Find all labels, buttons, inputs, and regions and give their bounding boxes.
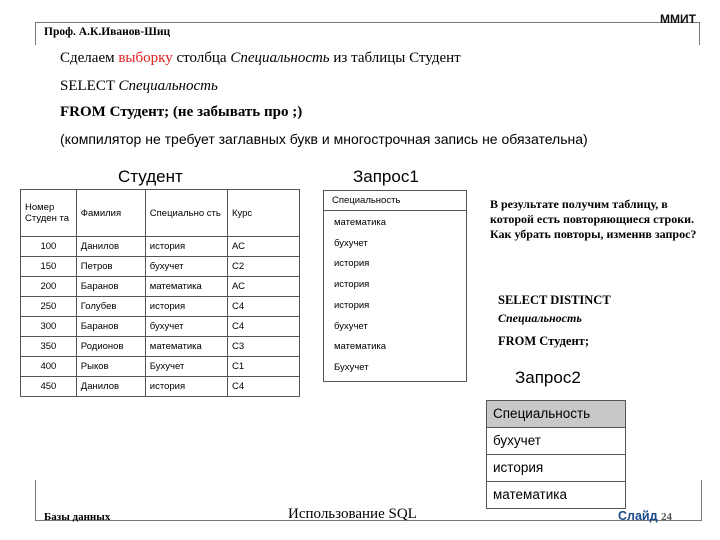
- cell-course: С1: [227, 357, 299, 377]
- result-explanation: В результате получим таблицу, в которой есть повторяющиеся строки. Как убрать повторы, изменив запрос?: [490, 197, 697, 241]
- cell-id: 400: [21, 357, 77, 377]
- cell-specialty: бухучет: [145, 317, 227, 337]
- list-item: история: [334, 279, 370, 290]
- cell-id: 300: [21, 317, 77, 337]
- distinct-select-line: SELECT DISTINCT: [498, 293, 611, 307]
- footer-course-name: Базы данных: [44, 511, 111, 523]
- cell-course: С4: [227, 317, 299, 337]
- cell-specialty: история: [145, 297, 227, 317]
- intro-mid: столбца: [172, 50, 231, 66]
- cell-course: С2: [227, 257, 299, 277]
- query2-header: Специальность: [487, 401, 625, 427]
- intro-highlight: выборку: [118, 50, 173, 66]
- table-row: [21, 277, 300, 297]
- query2-title: Запрос2: [515, 368, 581, 387]
- cell-id: 200: [21, 277, 77, 297]
- table-row: [21, 317, 300, 337]
- intro-prefix: Сделаем: [60, 50, 119, 66]
- header-specialty: Специально сть: [145, 190, 227, 237]
- list-item: математика: [487, 481, 625, 508]
- table-row: [21, 357, 300, 377]
- cell-surname: Данилов: [76, 377, 145, 397]
- cell-surname: Данилов: [76, 237, 145, 257]
- list-item: бухучет: [334, 321, 368, 332]
- query1-header: [324, 191, 466, 211]
- cell-course: АС: [227, 277, 299, 297]
- cell-id: 100: [21, 237, 77, 257]
- footer-topic: Использование SQL: [288, 506, 417, 522]
- org-label: ММИТ: [660, 12, 696, 26]
- intro-line: [60, 50, 461, 67]
- cell-id: 150: [21, 257, 77, 277]
- distinct-column-line: Специальность: [498, 311, 582, 325]
- select-keyword: SELECT: [60, 78, 119, 94]
- table-row: [21, 337, 300, 357]
- header-student-id: Номер Студен та: [21, 190, 77, 237]
- cell-specialty: Бухучет: [145, 357, 227, 377]
- cell-specialty: математика: [145, 337, 227, 357]
- cell-specialty: история: [145, 377, 227, 397]
- cell-specialty: история: [145, 237, 227, 257]
- cell-id: 350: [21, 337, 77, 357]
- compiler-note: (компилятор не требует заглавных букв и многострочная запись не обязательна): [60, 131, 588, 147]
- cell-course: АС: [227, 237, 299, 257]
- header-course: Курс: [227, 190, 299, 237]
- cell-id: 250: [21, 297, 77, 317]
- intro-column: Специальность: [230, 50, 330, 66]
- slide-label: Слайд: [618, 509, 658, 523]
- cell-surname: Петров: [76, 257, 145, 277]
- from-line: FROM Студент; (не забывать про ;): [60, 104, 303, 120]
- table-row: [21, 377, 300, 397]
- list-item: математика: [334, 341, 387, 352]
- table-row: [21, 297, 300, 317]
- list-item: история: [334, 300, 370, 311]
- distinct-from-line: FROM Студент;: [498, 334, 589, 348]
- cell-specialty: математика: [145, 277, 227, 297]
- student-table: [20, 189, 300, 397]
- author-name: Проф. А.К.Иванов-Шиц: [44, 26, 171, 38]
- student-table-title: Студент: [118, 167, 183, 186]
- list-item: бухучет: [334, 238, 368, 249]
- slide-number: [618, 509, 672, 523]
- list-item: Бухучет: [334, 362, 369, 373]
- cell-specialty: бухучет: [145, 257, 227, 277]
- cell-course: С4: [227, 297, 299, 317]
- student-header-row: [21, 190, 300, 237]
- cell-course: С3: [227, 337, 299, 357]
- list-item: история: [334, 258, 370, 269]
- select-column: Специальность: [118, 78, 218, 94]
- header-surname: Фамилия: [76, 190, 145, 237]
- cell-surname: Родионов: [76, 337, 145, 357]
- cell-surname: Баранов: [76, 317, 145, 337]
- list-item: математика: [334, 217, 387, 228]
- cell-id: 450: [21, 377, 77, 397]
- cell-surname: Баранов: [76, 277, 145, 297]
- select-line: [60, 78, 218, 95]
- list-item: бухучет: [487, 427, 625, 454]
- table-row: [21, 257, 300, 277]
- cell-surname: Рыков: [76, 357, 145, 377]
- slide-num: 24: [661, 511, 673, 523]
- query1-table: [323, 190, 467, 382]
- cell-course: С4: [227, 377, 299, 397]
- list-item: история: [487, 454, 625, 481]
- intro-mid2: из таблицы Студент: [329, 50, 461, 66]
- cell-surname: Голубев: [76, 297, 145, 317]
- query1-header-label: Специальность: [332, 195, 401, 206]
- table-row: [21, 237, 300, 257]
- query1-title: Запрос1: [353, 167, 419, 186]
